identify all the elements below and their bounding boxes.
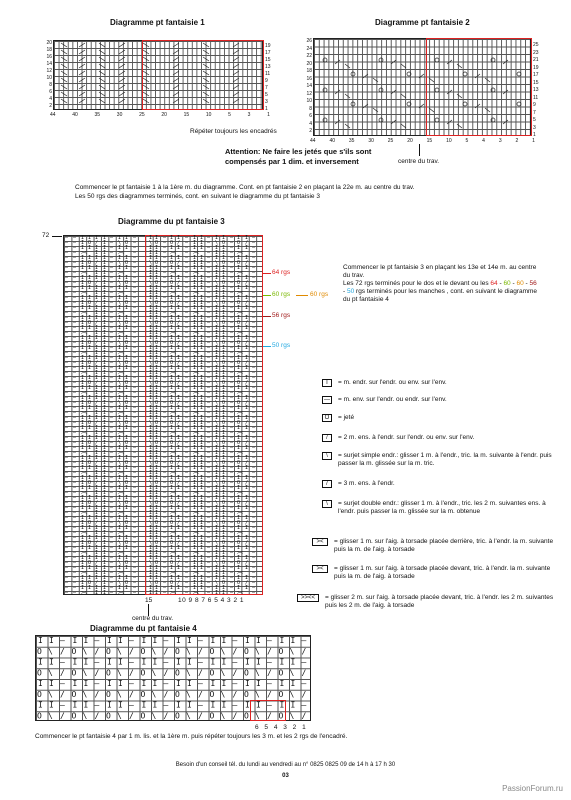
marker-60-orange-line	[296, 295, 308, 296]
marker-60-rows-orange: 60 rgs	[310, 291, 329, 298]
diagram-2-left-row-numbers: 26 24 22 20 18 16 14 12 10 8 6 4 2	[306, 38, 312, 134]
ssk-icon: \	[322, 452, 332, 460]
diagram-2-title: Diagramme pt fantaisie 2	[375, 18, 470, 27]
double-decrease-icon: \	[322, 500, 332, 508]
knit-stitch-icon: I	[322, 379, 332, 387]
legend-double-decrease: \ = surjet double endr.: glisser 1 m. à l'endr., tric. les 2 m. suivantes ens. à l'endr. puis passer la m. glissée sur la m. obtenue	[322, 500, 558, 516]
diagram-3-col-numbers: 10 9 8 7 6 5 4 3 2 1	[178, 597, 245, 604]
marker-50-rows: 50 rgs	[272, 342, 291, 349]
cable-2x2-icon: >><<	[297, 594, 319, 602]
marker-60-line	[263, 295, 271, 296]
marker-64-rows: 64 rgs	[272, 269, 291, 276]
diagram-2-symbols	[313, 38, 531, 136]
marker-56-rows: 56 rgs	[272, 312, 291, 319]
marker-64-line	[263, 273, 271, 274]
diagram-1-left-row-numbers: 20 18 16 14 12 10 8 6 4 2	[46, 40, 52, 109]
cable-back-icon: ><	[312, 538, 328, 546]
legend-yarn-over: O = jeté	[322, 414, 354, 422]
footer-help: Besoin d'un conseil tél. du lundi au vendredi au n° 0825 0825 09 de 14 h à 17 h 30	[175, 762, 396, 768]
legend-ssk: \ = surjet simple endr.: glisser 1 m. à l'endr., tric. la m. suivante à l'endr. puis passer la m. glissée sur la m. tric.	[322, 452, 558, 468]
marker-56-line	[263, 316, 271, 317]
diagram-2-center-label: centre du trav.	[398, 158, 440, 165]
diagram-1-column-numbers: 44 40 35 30 25 20 15 10 5 3 1	[50, 112, 270, 118]
k2tog-icon: /	[322, 434, 332, 442]
intro-line-2: Les 50 rgs des diagrammes terminés, cont. en suivant le diagramme du pt fantaisie 3	[75, 193, 320, 200]
legend-cable-front: >< = glisser 1 m. sur l'aig. à torsade placée devant, tric. à l'endr. la m. suivante puis la m. de l'aig. à torsade	[312, 565, 560, 581]
diagram-3-center-label: centre du trav.	[132, 615, 174, 622]
diagram-1-right-row-numbers: 19 17 15 13 11 9 7 5 3 1	[265, 43, 271, 112]
cable-front-icon: ><	[312, 565, 328, 573]
watermark: PassionForum.ru	[502, 784, 563, 793]
diagram-4-title: Diagramme du pt fantaisie 4	[90, 624, 197, 633]
legend-knit: I = m. endr. sur l'endr. ou env. sur l'env.	[322, 379, 447, 387]
marker-50-line	[263, 346, 271, 347]
diagram-4-instruction: Commencer le pt fantaisie 4 par 1 m. lis. et la 1ère m. puis répéter toujours les 3 m. et les 2 rgs de l'encadré.	[35, 733, 348, 740]
legend-cable-back: >< = glisser 1 m. sur l'aig. à torsade placée derrière, tric. à l'endr. la m. suivante puis la m. de l'aig. à torsade	[312, 538, 560, 554]
diagram-3-col-15: 15	[145, 597, 153, 604]
intro-line-1: Commencer le pt fantaisie 1 à la 1ère m. du diagramme. Cont. en pt fantaisie 2 en plaçant la 22e m. au centre du trav.	[75, 184, 415, 191]
diagram-2-column-numbers: 44 40 35 30 25 20 15 10 5 4 3 2 1	[310, 138, 535, 144]
diagram-4-symbols	[35, 635, 311, 721]
repeat-note: Répéter toujours les encadrés	[190, 128, 277, 135]
diagram-2-right-row-numbers: 25 23 21 19 17 15 13 11 9 7 5 3 1	[533, 42, 539, 138]
purl-stitch-icon: —	[324, 397, 330, 403]
diagram-3-top-row-tick	[52, 236, 62, 237]
diagram-2-center-arrow	[419, 144, 420, 156]
marker-60-rows-green: 60 rgs	[272, 291, 291, 298]
k3tog-icon: /	[322, 480, 332, 488]
attention-note: Attention: Ne faire les jetés que s'ils sont compensés par 1 dim. et inversement	[225, 147, 372, 166]
page-number: 03	[282, 773, 289, 779]
diagram-3-title: Diagramme du pt fantaisie 3	[118, 217, 225, 226]
legend-purl: — = m. env. sur l'endr. ou endr. sur l'env.	[324, 396, 447, 403]
legend-k3tog: / = 3 m. ens. à l'endr.	[322, 480, 395, 488]
diagram-3-instruction: Commencer le pt fantaisie 3 en plaçant les 13e et 14e m. au centre du trav. Les 72 rgs terminés pour le dos et le devant ou les 64 - 60 - 60 - 56 - 50 rgs terminés pour les manches , cont. en suivant le diagramme du pt fantaisie 4	[343, 264, 538, 303]
diagram-3-top-row-number: 72	[42, 232, 50, 239]
diagram-4-col-numbers: 6 5 4 3 2 1	[255, 724, 308, 731]
diagram-1-symbols	[53, 40, 263, 110]
legend-cable-2x2: >><< = glisser 2 m. sur l'aig. à torsade placée devant, tric. à l'endr. les 2 m. suivantes puis les 2 m. de l'aig. à torsade	[297, 594, 561, 610]
diagram-1-title: Diagramme pt fantaisie 1	[110, 18, 205, 27]
yarn-over-icon: O	[322, 414, 332, 422]
diagram-3-symbols	[63, 235, 263, 595]
legend-k2tog: / = 2 m. ens. à l'endr. sur l'endr. ou env. sur l'env.	[322, 434, 474, 442]
